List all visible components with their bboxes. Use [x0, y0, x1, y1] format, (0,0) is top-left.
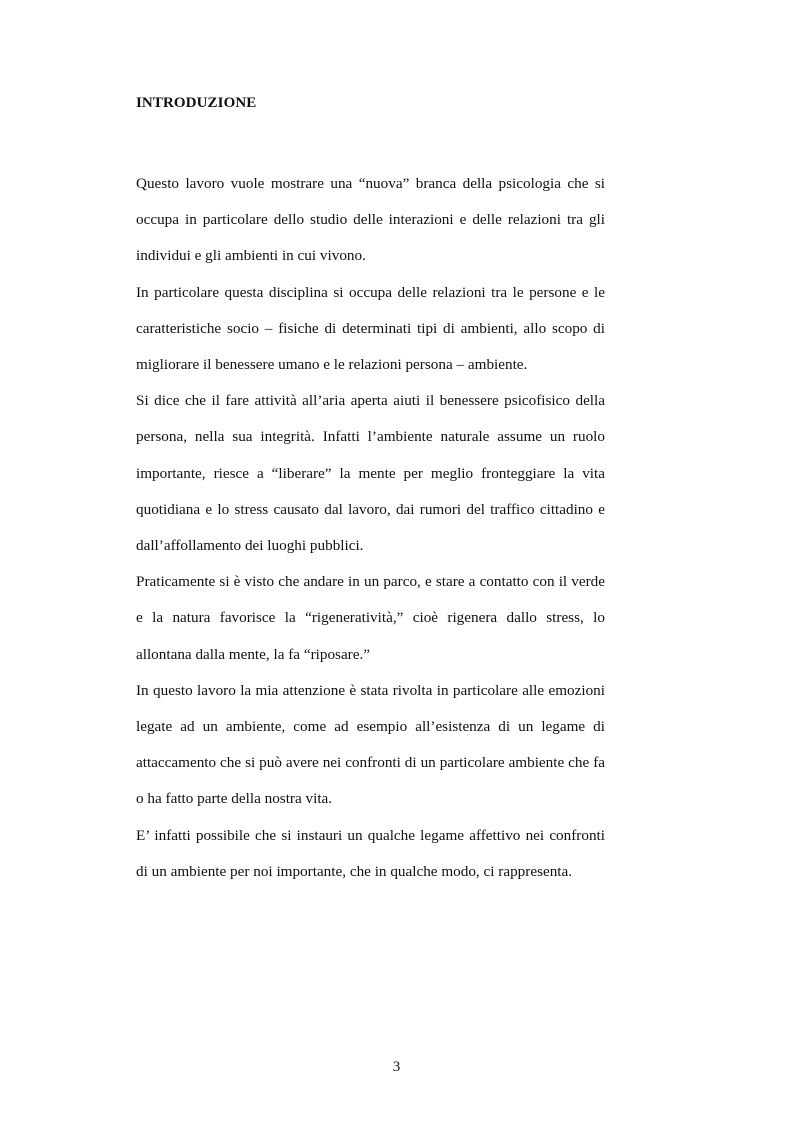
section-heading: INTRODUZIONE: [136, 95, 257, 111]
paragraph-4: Praticamente si è visto che andare in un parco, e stare a contatto con il verde e la natura favorisce la “rigeneratività,” cioè rigenera dallo stress, lo allontana dalla mente, la fa “riposare.”: [136, 573, 605, 663]
paragraph-1: Questo lavoro vuole mostrare una “nuova” branca della psicologia che si occupa in particolare dello studio delle interazioni e delle relazioni tra gli individui e gli ambienti in cui vivono.: [136, 175, 605, 265]
body-text: [136, 166, 605, 890]
paragraph-6: E’ infatti possibile che si instauri un qualche legame affettivo nei confronti di un ambiente per noi importante, che in qualche modo, ci rappresenta.: [136, 826, 605, 880]
page-number: 3: [392, 1059, 401, 1075]
paragraph-2: In particolare questa disciplina si occupa delle relazioni tra le persone e le caratteristiche socio – fisiche di determinati tipi di ambienti, allo scopo di migliorare il benessere umano e le relazioni persona – ambiente.: [136, 283, 605, 374]
paragraph-5: In questo lavoro la mia attenzione è stata rivolta in particolare alle emozioni legate ad un ambiente, come ad esempio all’esistenza di un legame di attaccamento che si può avere nei confronti di un particolare ambiente che fa o ha fatto parte della nostra vita.: [136, 681, 605, 808]
paragraph-3: Si dice che il fare attività all’aria aperta aiuti il benessere psicofisico della persona, nella sua integrità. Infatti l’ambiente naturale assume un ruolo importante, riesce a “liberare” la mente per meglio fronteggiare la vita quotidiana e lo stress causato dal lavoro, dai rumori del traffico cittadino e dall’affollamento dei luoghi pubblici.: [136, 392, 605, 555]
